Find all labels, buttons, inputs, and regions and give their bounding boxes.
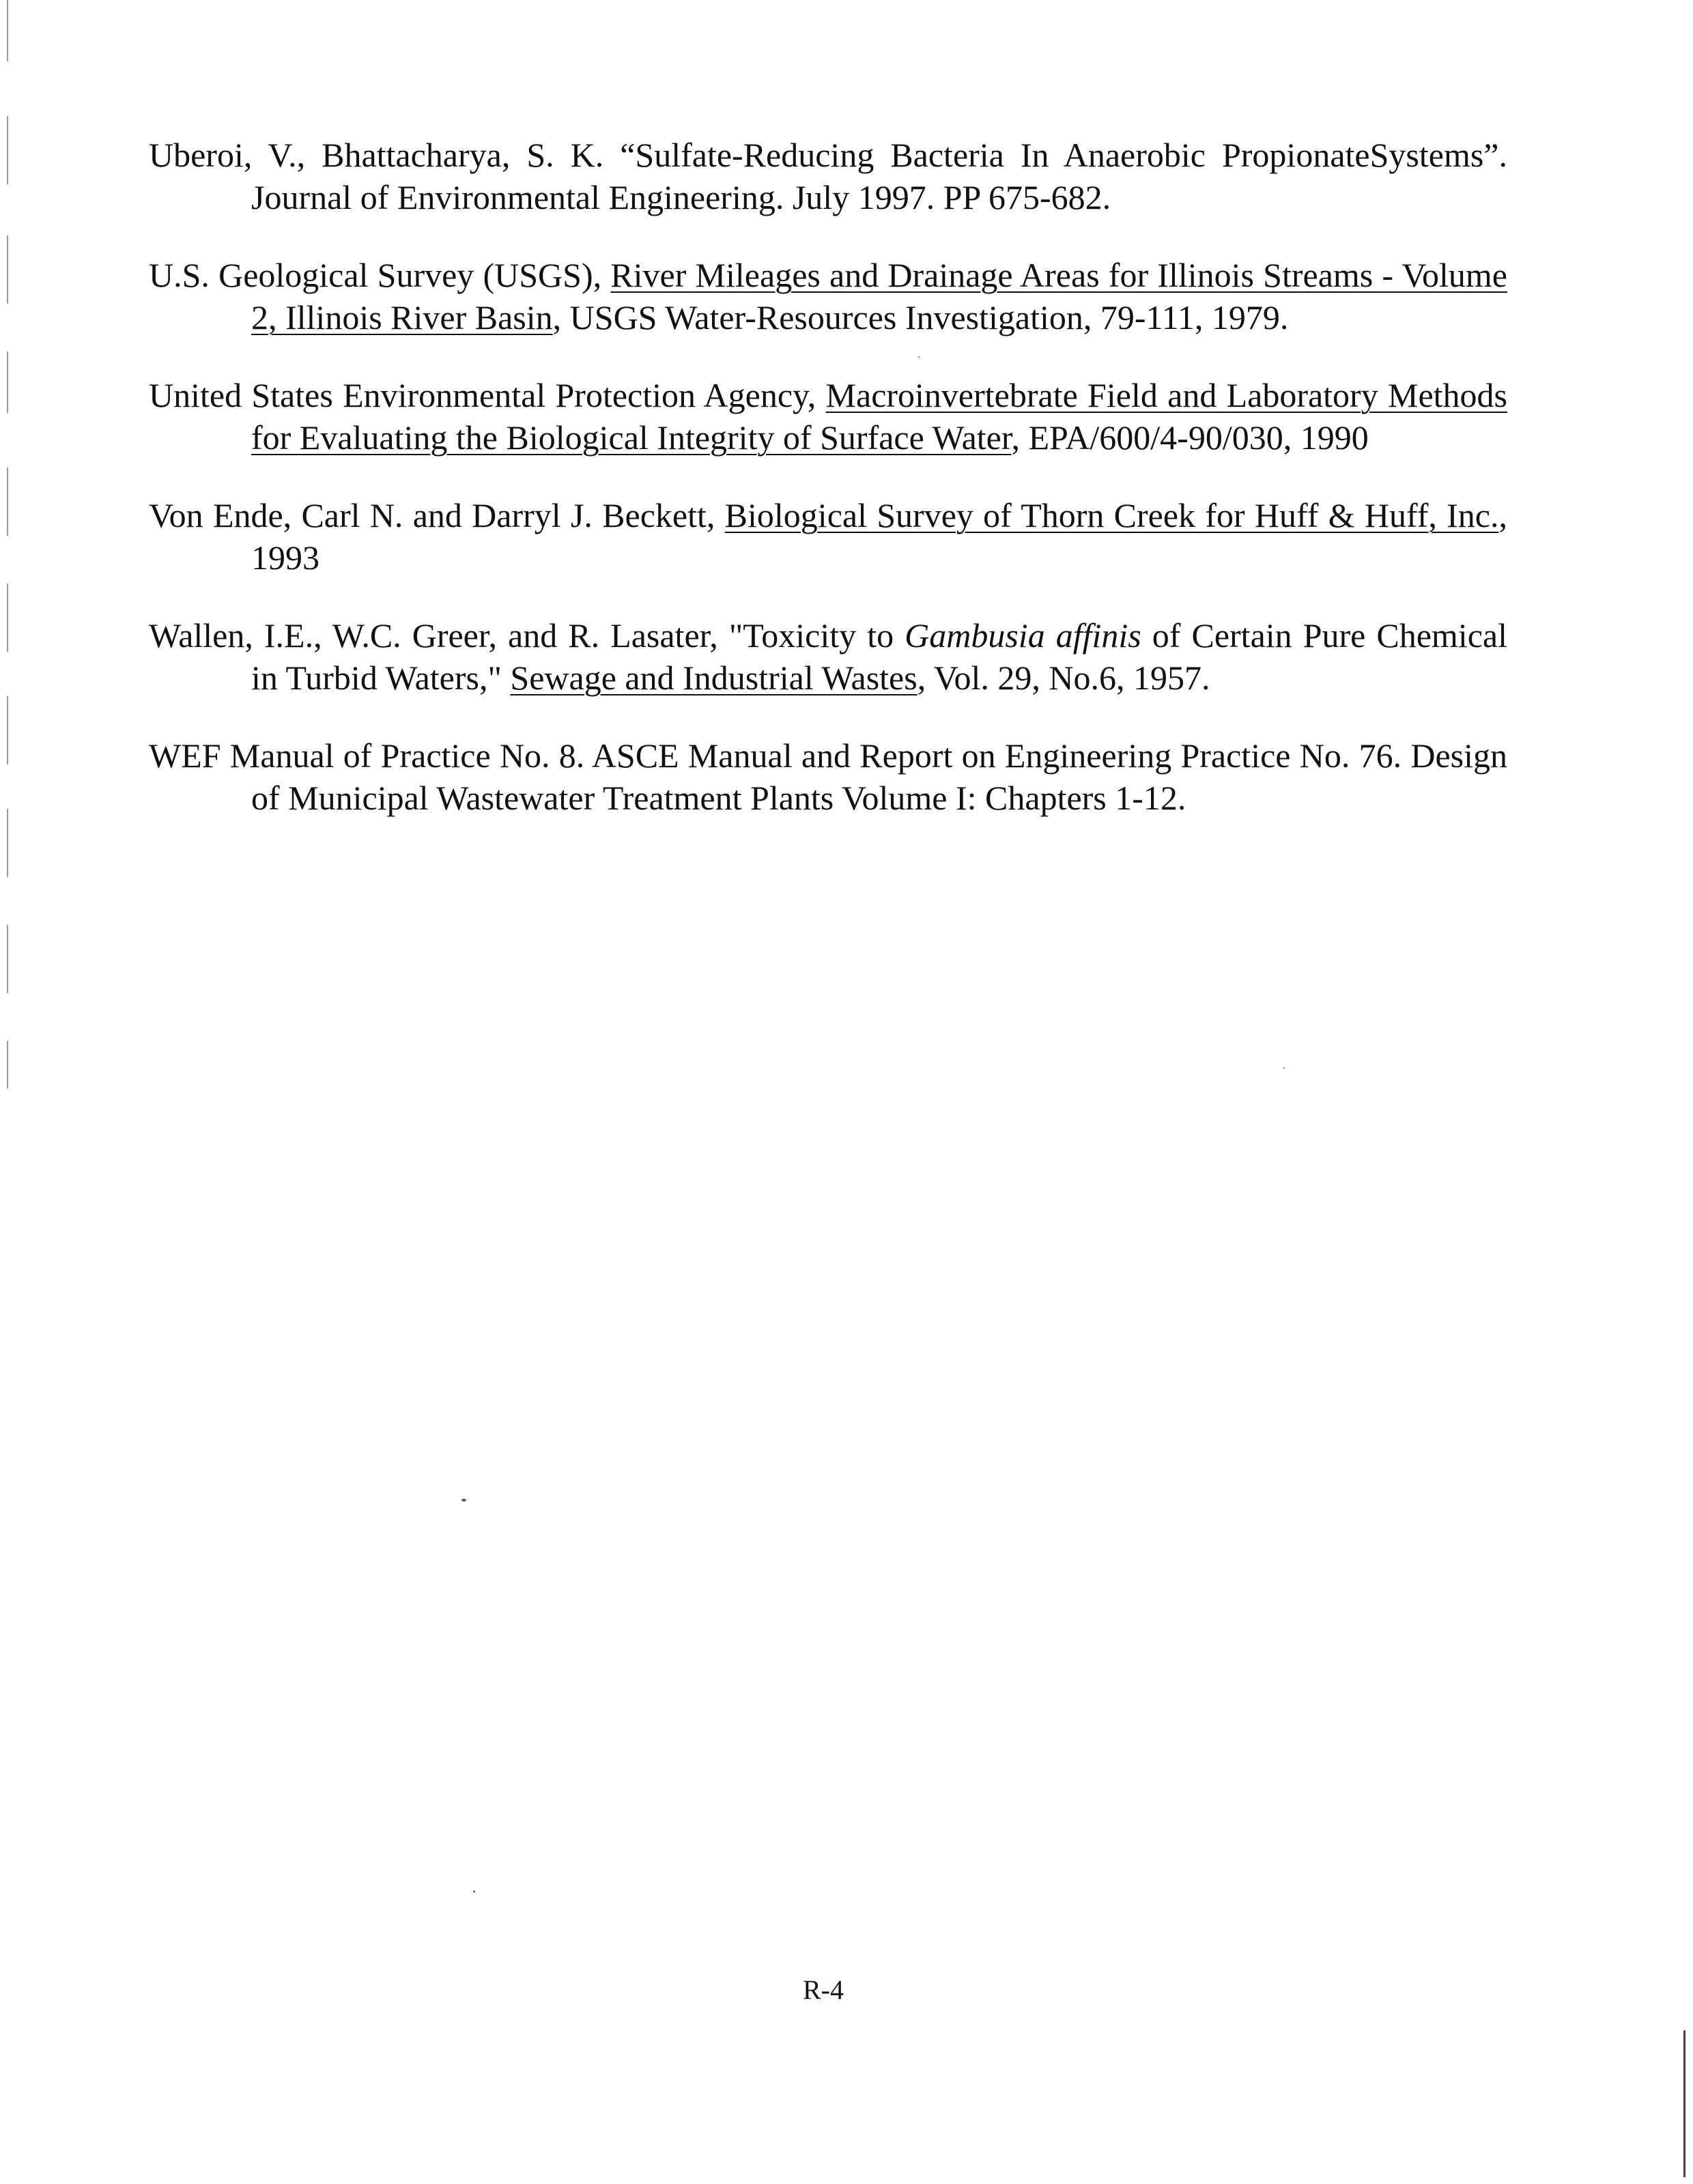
scan-speck [461, 1499, 466, 1502]
reference-entry [149, 494, 1507, 579]
reference-text: Uberoi, V., Bhattacharya, S. K. “Sulfate-Reducing Bacteria In Anaerobic PropionateSystems”. Journal of Environmental Engineering. July 1997. PP 675-682. [149, 136, 1507, 216]
scan-edge-mark [1683, 2030, 1685, 2177]
reference-source: , Vol. 29, No.6, 1957. [917, 659, 1210, 697]
scan-edge-mark [7, 235, 8, 304]
reference-title-text: of Certain Pure Chemical in Turbid Waters," [251, 616, 1507, 697]
scan-edge-mark [7, 351, 8, 413]
reference-entry [149, 254, 1507, 339]
reference-title: River Mileages and Drainage Areas for Illinois Streams - Volume 2, Illinois River Basin [251, 256, 1507, 336]
reference-title: Macroinvertebrate Field and Laboratory Methods for Evaluating the Biological Integrity of Surface Water [251, 376, 1507, 457]
scan-edge-mark [7, 0, 8, 61]
scan-edge-mark [7, 696, 8, 764]
scan-edge-mark [7, 584, 8, 652]
reference-author: United States Environmental Protection Agency, [149, 376, 826, 414]
reference-journal: Sewage and Industrial Wastes [510, 659, 917, 697]
scan-edge-mark [7, 809, 8, 877]
reference-author: Von Ende, Carl N. and Darryl J. Beckett, [149, 496, 725, 534]
scan-edge-mark [7, 468, 8, 536]
scan-speck [1283, 1067, 1285, 1069]
reference-entry [149, 134, 1507, 218]
reference-author: Wallen, I.E., W.C. Greer, and R. Lasater, "Toxicity to [149, 616, 905, 655]
reference-source: , 1993 [251, 496, 1507, 577]
reference-source: , EPA/600/4-90/030, 1990 [1011, 418, 1369, 457]
reference-species: Gambusia affinis [905, 616, 1141, 655]
reference-entry [149, 614, 1507, 699]
scan-edge-mark [7, 925, 8, 993]
reference-source: , USGS Water-Resources Investigation, 79-111, 1979. [552, 298, 1289, 336]
page-number: R-4 [803, 1974, 844, 2005]
reference-text: WEF Manual of Practice No. 8. ASCE Manual and Report on Engineering Practice No. 76. Design of Municipal Wastewater Treatment Plants Volume I: Chapters 1-12. [149, 736, 1507, 817]
reference-entry [149, 374, 1507, 459]
reference-title: Biological Survey of Thorn Creek for Huff & Huff, Inc. [724, 496, 1499, 534]
reference-author: U.S. Geological Survey (USGS), [149, 256, 611, 294]
reference-entry [149, 734, 1507, 819]
scan-speck [473, 1891, 475, 1893]
scan-edge-mark [7, 1041, 8, 1089]
scan-edge-mark [7, 116, 8, 184]
reference-list [149, 134, 1507, 854]
